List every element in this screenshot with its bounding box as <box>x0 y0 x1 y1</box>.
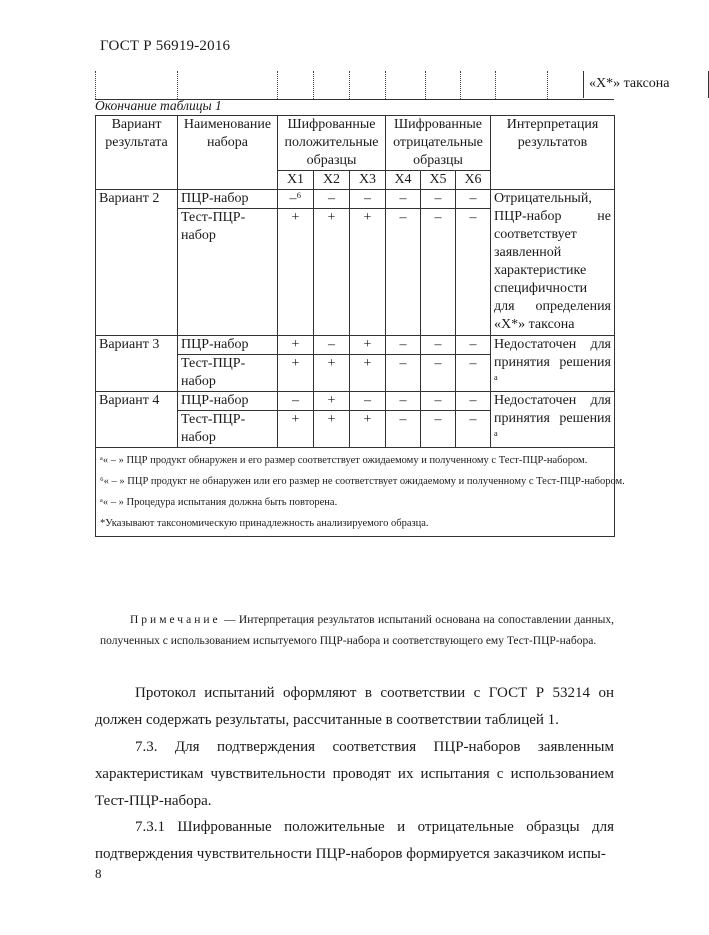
value-cell: – <box>456 355 491 392</box>
value-cell: – <box>421 209 456 336</box>
value-cell: + <box>314 392 350 411</box>
table-row <box>96 190 615 209</box>
value-cell: – <box>421 392 456 411</box>
results-table <box>95 115 625 537</box>
value-cell: – <box>456 411 491 448</box>
document-header: ГОСТ Р 56919-2016 <box>100 38 231 54</box>
value-cell: – <box>386 190 421 209</box>
value-cell: – <box>456 209 491 336</box>
header-sample-code: X3 <box>350 171 386 190</box>
kit-cell: ПЦР-набор <box>178 336 278 355</box>
variant-cell: Вариант 4 <box>96 392 178 448</box>
header-sample-code: X5 <box>421 171 456 190</box>
kit-cell: ПЦР-набор <box>178 392 278 411</box>
previous-table-fragment <box>95 71 670 100</box>
value-cell: – <box>350 190 386 209</box>
value-cell: – <box>278 392 314 411</box>
value-cell: – <box>386 392 421 411</box>
footnote: *Указывают таксономическую принадлежность анализируемого образца. <box>100 518 429 529</box>
variant-cell: Вариант 3 <box>96 336 178 392</box>
value-cell: – <box>386 209 421 336</box>
kit-cell: Тест-ПЦР-набор <box>178 411 278 448</box>
value-cell: – <box>386 336 421 355</box>
header-sample-code: X4 <box>386 171 421 190</box>
footnote: ᵃ« – » ПЦР продукт обнаружен и его размер соответствует ожидаемому и полученному с Тест-ПЦР-набором. <box>100 455 588 466</box>
table-footnotes-row <box>96 448 615 537</box>
value-cell: – <box>421 190 456 209</box>
header-sample-code: X2 <box>314 171 350 190</box>
header-sample-code: X1 <box>278 171 314 190</box>
value-cell: – <box>456 392 491 411</box>
header-positive-samples: Шифрованные положительные образцы <box>278 116 386 171</box>
value-cell: – <box>421 411 456 448</box>
value-cell: + <box>278 336 314 355</box>
variant-cell: Вариант 2 <box>96 190 178 336</box>
table-footnotes <box>96 448 625 537</box>
value-cell: + <box>350 355 386 392</box>
value-cell: – <box>350 392 386 411</box>
kit-cell: Тест-ПЦР-набор <box>178 355 278 392</box>
value-cell: – <box>421 355 456 392</box>
table-note: Примечание — Интерпретация результатов испытаний основана на сопоставлении данных, полученных с использованием испытуемого ПЦР-набора и соответствующего ему Тест-ПЦР-набора. <box>100 614 614 647</box>
value-cell: + <box>314 209 350 336</box>
header-negative-samples: Шифрованные отрицательные образцы <box>386 116 491 171</box>
value-cell: – <box>386 355 421 392</box>
value-cell: –⁶ <box>278 190 314 209</box>
interpretation-cell: Недостаточен для принятия решения ᵃ <box>491 392 615 448</box>
header-kit-name: Наименование набора <box>178 116 278 190</box>
table-caption: Окончание таблицы 1 <box>95 98 222 113</box>
value-cell: – <box>456 336 491 355</box>
body-paragraph: 7.3.1 Шифрованные положительные и отрицательные образцы для подтверждения чувствительности ПЦР-наборов формируется заказчиком испы- <box>95 819 614 862</box>
interpretation-cell: Отрицательный, ПЦР-набор не соответствует заявленной характеристике специфичности для определения «X*» таксона <box>491 190 615 336</box>
table-header-row <box>96 116 615 171</box>
header-sample-code: X6 <box>456 171 491 190</box>
value-cell: – <box>314 190 350 209</box>
header-interpretation: Интерпретация результатов <box>491 116 615 190</box>
value-cell: – <box>386 411 421 448</box>
value-cell: – <box>421 336 456 355</box>
value-cell: – <box>314 336 350 355</box>
body-paragraph: Протокол испытаний оформляют в соответствии с ГОСТ Р 53214 он должен содержать результаты, рассчитанные в соответствии таблицей 1. <box>95 685 614 728</box>
note-label: Примечание <box>130 614 221 626</box>
value-cell: + <box>278 355 314 392</box>
value-cell: + <box>314 411 350 448</box>
body-paragraph: 7.3. Для подтверждения соответствия ПЦР-наборов заявленным характеристикам чувствительности проводят их испытания с использованием Тест-ПЦР-набора. <box>95 739 614 809</box>
fragment-cell-taxon: «X*» таксона <box>583 71 709 98</box>
value-cell: + <box>350 209 386 336</box>
value-cell: + <box>314 355 350 392</box>
note-text: Интерпретация результатов испытаний основана на сопоставлении данных, полученных с использованием испытуемого ПЦР-набора и соответствующего ему Тест-ПЦР-набора. <box>100 614 614 647</box>
value-cell: – <box>456 190 491 209</box>
interpretation-cell: Недостаточен для принятия решения ᵃ <box>491 336 615 392</box>
value-cell: + <box>278 209 314 336</box>
table-row <box>96 392 615 411</box>
value-cell: + <box>350 336 386 355</box>
value-cell: + <box>350 411 386 448</box>
header-variant: Вариант результата <box>96 116 178 190</box>
table-row <box>96 336 615 355</box>
kit-cell: Тест-ПЦР-набор <box>178 209 278 336</box>
value-cell: + <box>278 411 314 448</box>
footnote: ᵃ« – » Процедура испытания должна быть повторена. <box>100 497 338 508</box>
page-number: 8 <box>95 866 102 881</box>
kit-cell: ПЦР-набор <box>178 190 278 209</box>
footnote: ⁶« – » ПЦР продукт не обнаружен или его размер не соответствует ожидаемому и полученному с Тест-ПЦР-набором. <box>100 476 625 487</box>
